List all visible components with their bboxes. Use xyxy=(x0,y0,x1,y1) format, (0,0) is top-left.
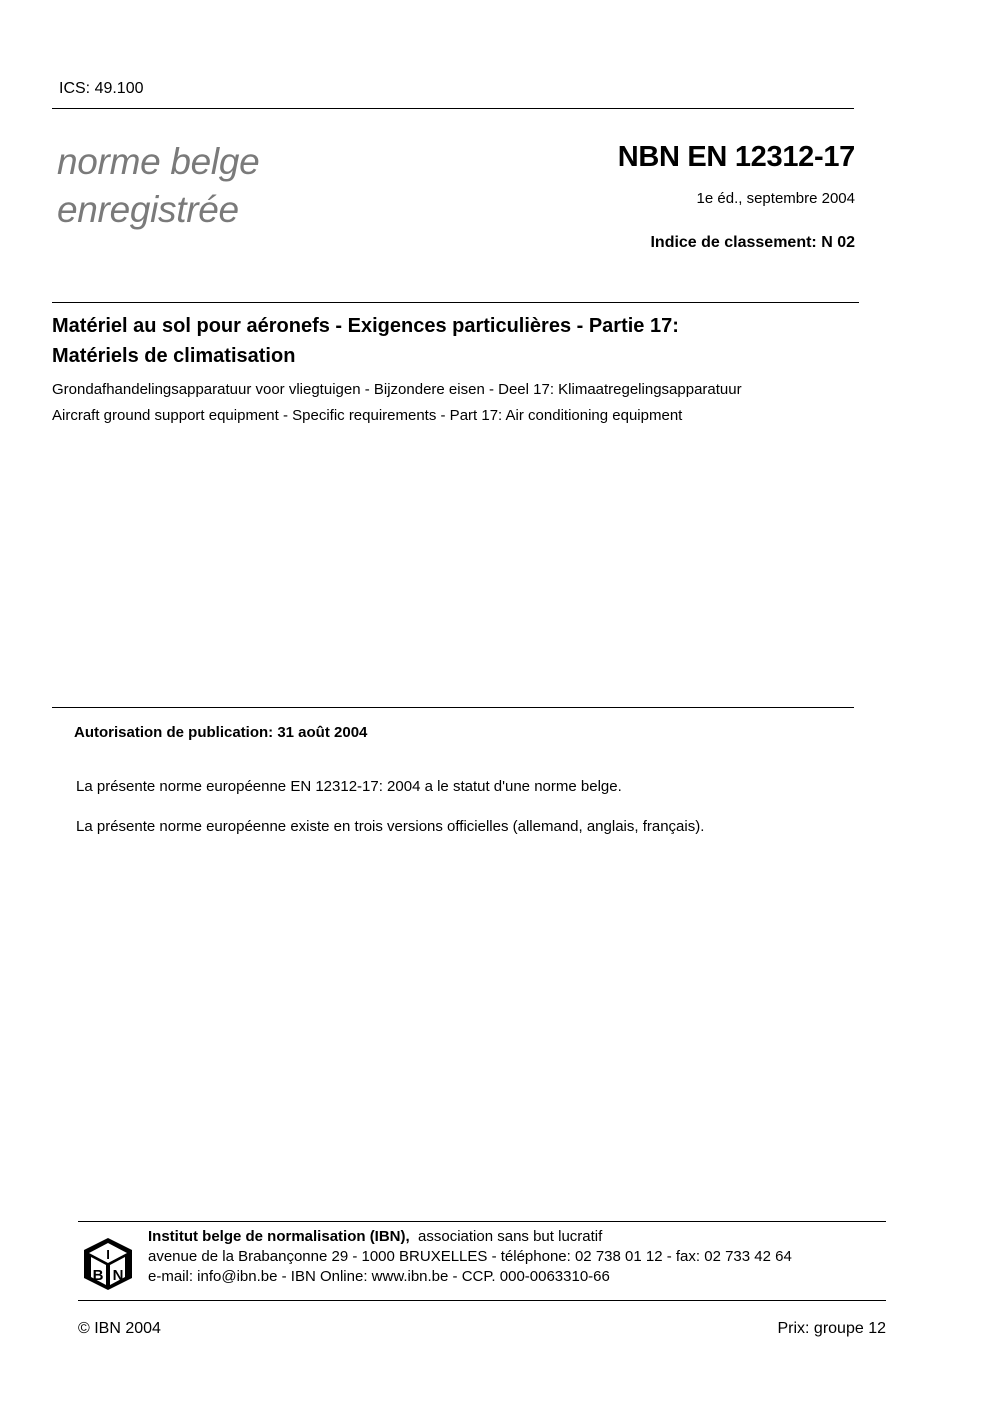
ics-code: ICS: 49.100 xyxy=(59,80,144,97)
title-english: Aircraft ground support equipment - Specific requirements - Part 17: Air conditioning equipment xyxy=(52,407,683,424)
title-dutch: Grondafhandelingsapparatuur voor vliegtuigen - Bijzondere eisen - Deel 17: Klimaatregelingsapparatuur xyxy=(52,381,742,398)
norme-label-line1: norme belge xyxy=(57,141,260,182)
edition-date: 1e éd., septembre 2004 xyxy=(696,190,855,207)
institute-name: Institut belge de normalisation (IBN), xyxy=(148,1228,410,1245)
footer-bottom-rule xyxy=(78,1300,886,1301)
institute-address: avenue de la Brabançonne 29 - 1000 BRUXELLES - téléphone: 02 738 01 12 - fax: 02 733 42 64 xyxy=(148,1248,792,1265)
header-rule xyxy=(52,108,854,109)
logo-letter-i: I xyxy=(106,1247,110,1262)
versions-paragraph: La présente norme européenne existe en trois versions officielles (allemand, anglais, français). xyxy=(76,818,705,835)
classification-index: Indice de classement: N 02 xyxy=(650,234,855,251)
logo-letter-b: B xyxy=(92,1267,104,1284)
title-rule xyxy=(52,302,859,303)
publication-authorisation: Autorisation de publication: 31 août 2004 xyxy=(74,724,368,741)
institute-contact: e-mail: info@ibn.be - IBN Online: www.ibn.be - CCP. 000-0063310-66 xyxy=(148,1268,610,1285)
publication-rule xyxy=(52,707,854,708)
status-paragraph: La présente norme européenne EN 12312-17: 2004 a le statut d'une norme belge. xyxy=(76,778,622,795)
footer-top-rule xyxy=(78,1221,886,1222)
standard-number: NBN EN 12312-17 xyxy=(617,141,855,173)
norme-label-line2: enregistrée xyxy=(57,189,239,230)
ibn-logo-icon xyxy=(82,1236,134,1292)
institute-line xyxy=(148,1228,602,1245)
institute-description: association sans but lucratif xyxy=(418,1228,603,1245)
copyright: © IBN 2004 xyxy=(78,1320,161,1337)
title-french-line2: Matériels de climatisation xyxy=(52,345,296,367)
logo-letter-n: N xyxy=(112,1267,124,1284)
title-french-line1: Matériel au sol pour aéronefs - Exigences particulières - Partie 17: xyxy=(52,315,679,337)
price-group: Prix: groupe 12 xyxy=(777,1320,886,1337)
